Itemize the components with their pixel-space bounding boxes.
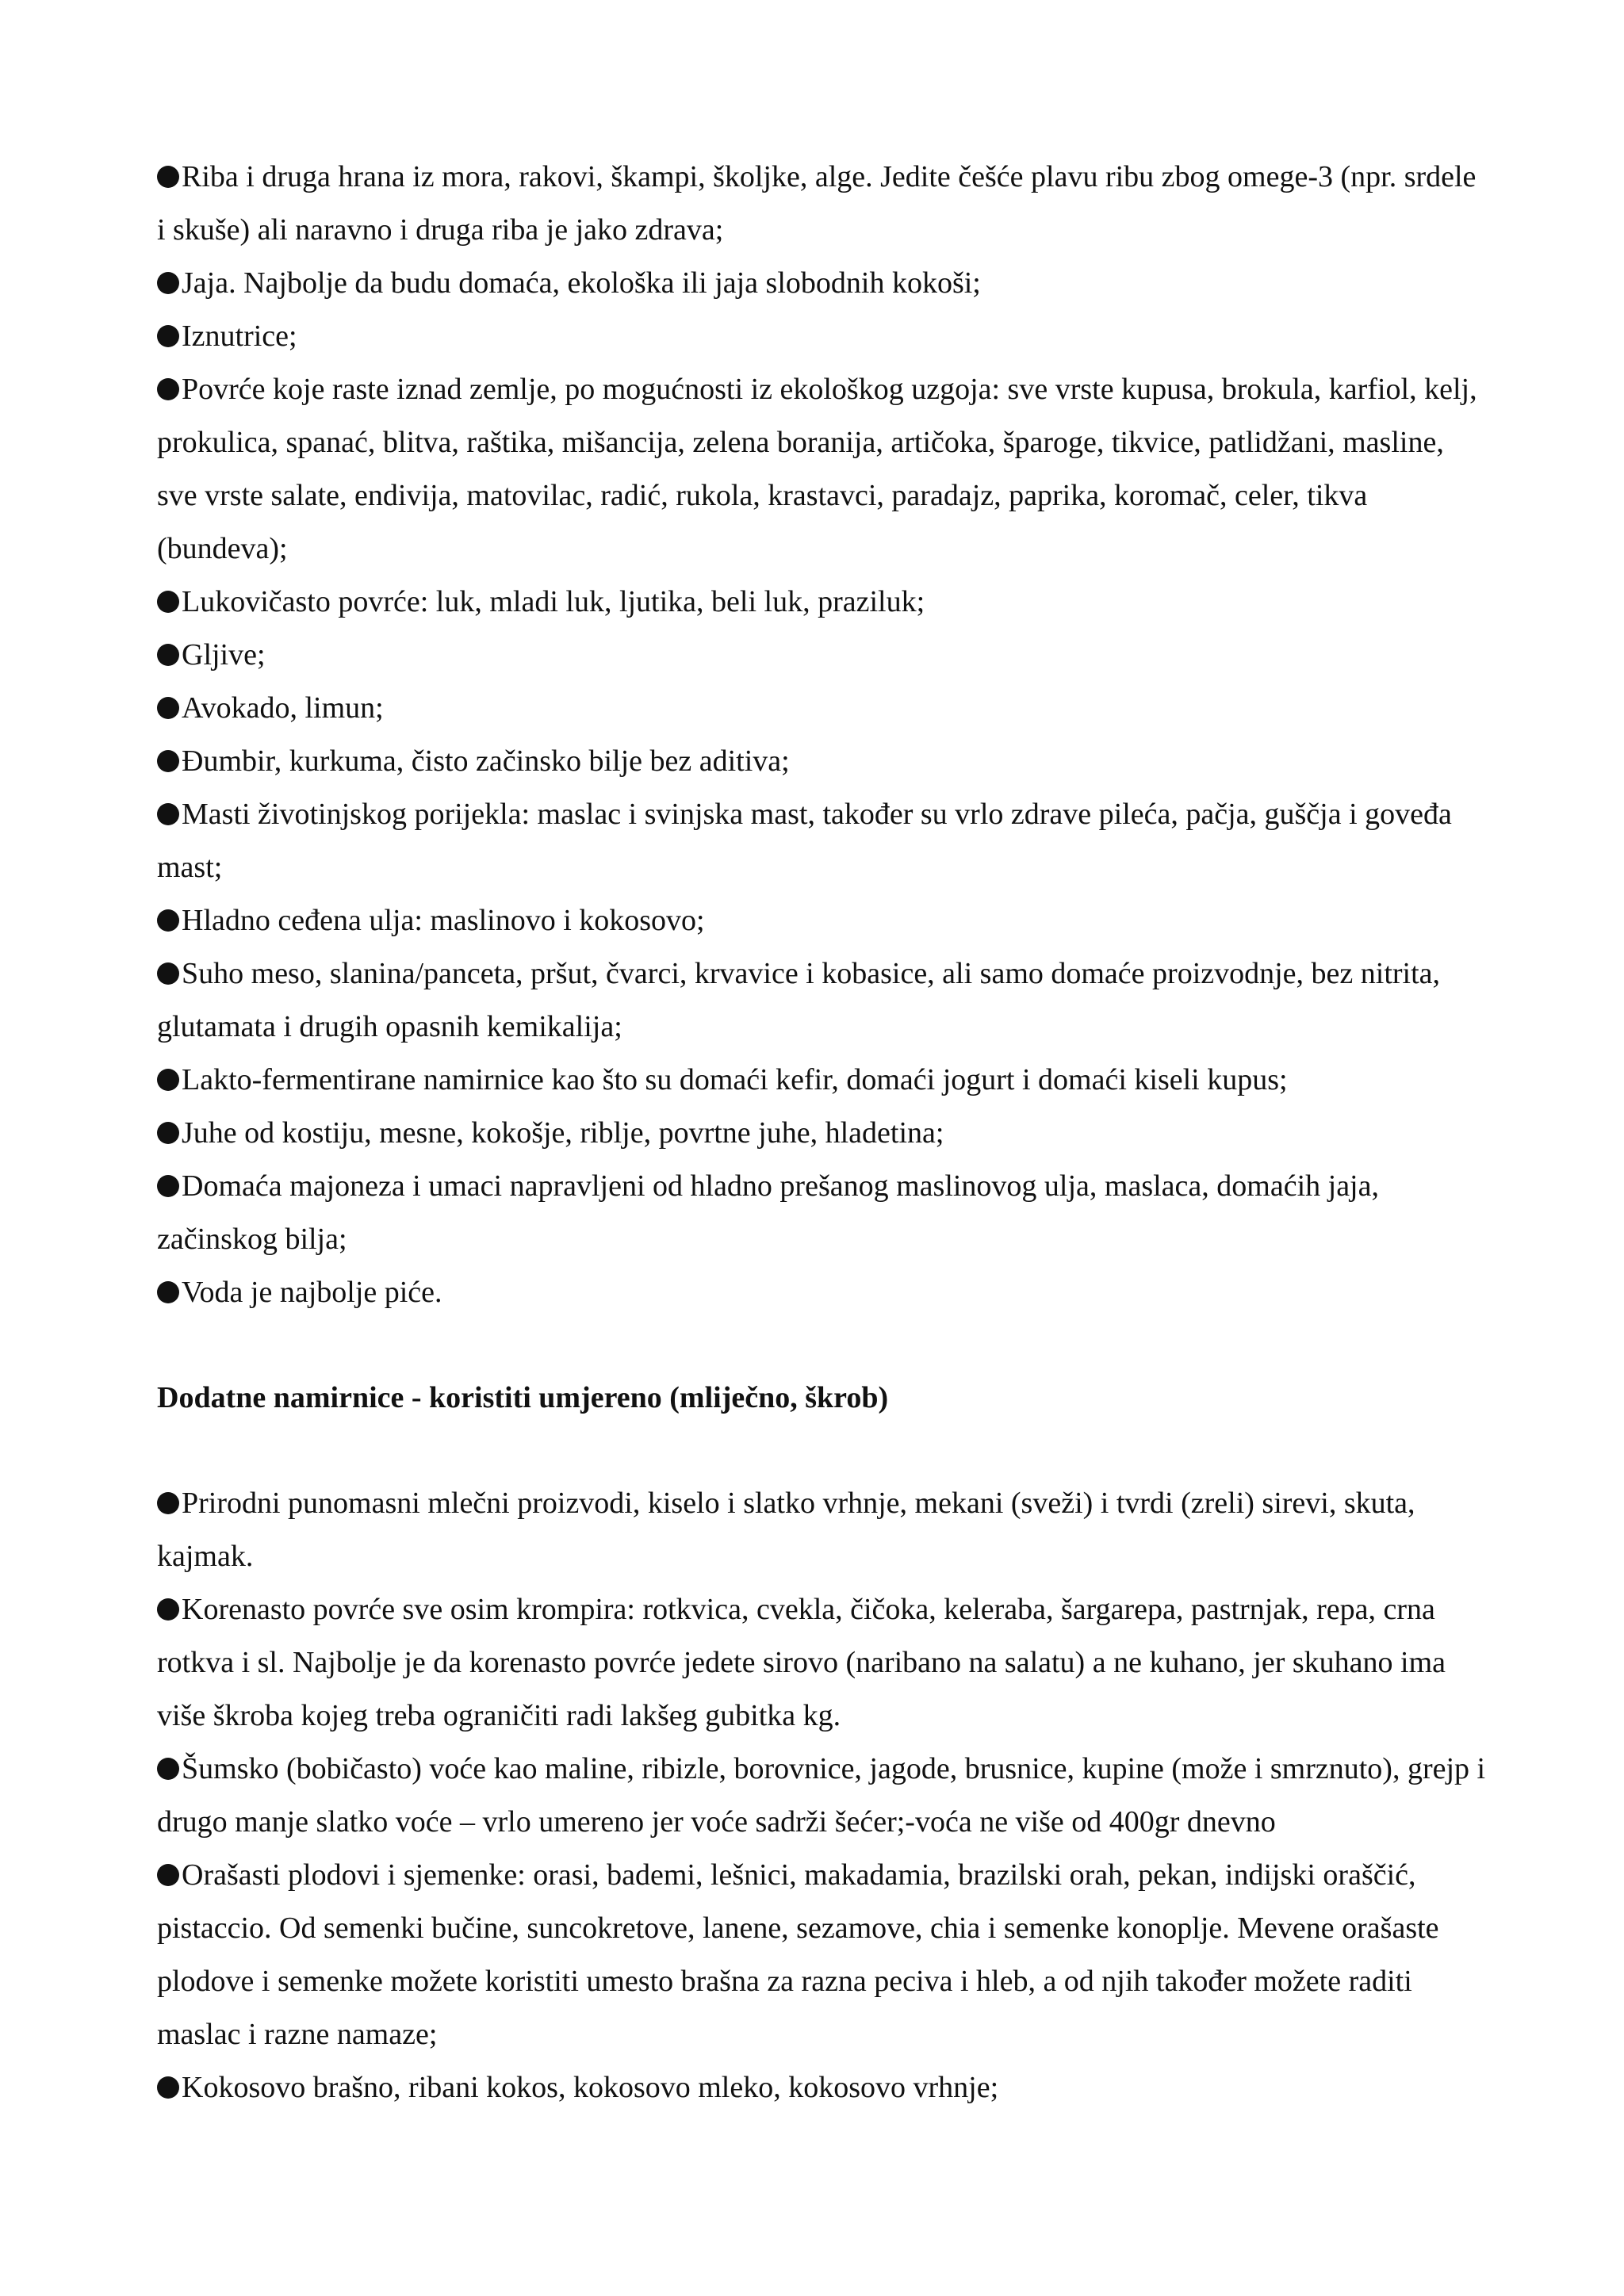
list-item-text: Orašasti plodovi i sjemenke: orasi, bademi, lešnici, makadamia, brazilski orah, pekan, indijski oraščić, pistaccio. Od semenki bučine, suncokretove, lanene, sezamove, chia i semenke konoplje. Mevene orašaste plodove i semenke možete koristiti umesto brašna za razna peciva i hleb, a od njih također možete raditi maslac i razne namaze; bbox=[157, 1858, 1439, 2051]
list-item bbox=[157, 682, 1489, 735]
list-item bbox=[157, 1107, 1489, 1160]
list-item-text: Lakto-fermentirane namirnice kao što su domaći kefir, domaći jogurt i domaći kiseli kupus; bbox=[182, 1063, 1288, 1096]
bullet-icon bbox=[157, 644, 179, 666]
list-item-text: Avokado, limun; bbox=[182, 691, 384, 725]
bullet-icon bbox=[157, 1864, 179, 1886]
list-item-text: Povrće koje raste iznad zemlje, po mogućnosti iz ekološkog uzgoja: sve vrste kupusa, brokula, karfiol, kelj, prokulica, spanać, blitva, raštika, mišancija, zelena boranija, artičoka, šparoge, tikvice, patlidžani, masline, sve vrste salate, endivija, matovilac, radić, rukola, krastavci, paradajz, paprika, koromač, celer, tikva (bundeva); bbox=[157, 373, 1477, 565]
section-heading: Dodatne namirnice - koristiti umjereno (mliječno, škrob) bbox=[157, 1381, 889, 1414]
bullet-icon bbox=[157, 1281, 179, 1303]
list-item-text: Jaja. Najbolje da budu domaća, ekološka ili jaja slobodnih kokoši; bbox=[182, 266, 981, 300]
list-item bbox=[157, 894, 1489, 947]
bullet-icon bbox=[157, 803, 179, 825]
list-item bbox=[157, 1477, 1489, 1583]
list-item bbox=[157, 1160, 1489, 1266]
list-item bbox=[157, 788, 1489, 894]
list-item bbox=[157, 2061, 1489, 2114]
bullet-icon bbox=[157, 1175, 179, 1197]
food-list-moderate bbox=[157, 1477, 1489, 2114]
list-item-text: Domaća majoneza i umaci napravljeni od hladno prešanog maslinovog ulja, maslaca, domaćih jaja, začinskog bilja; bbox=[157, 1169, 1379, 1256]
list-item-text: Juhe od kostiju, mesne, kokošje, riblje, povrtne juhe, hladetina; bbox=[182, 1116, 944, 1150]
food-list-primary bbox=[157, 151, 1489, 1319]
bullet-icon bbox=[157, 1122, 179, 1144]
bullet-icon bbox=[157, 1492, 179, 1514]
bullet-icon bbox=[157, 378, 179, 400]
list-item-text: Đumbir, kurkuma, čisto začinsko bilje bez aditiva; bbox=[182, 744, 790, 778]
bullet-icon bbox=[157, 962, 179, 985]
bullet-icon bbox=[157, 1758, 179, 1780]
list-item-text: Iznutrice; bbox=[182, 320, 297, 353]
list-item bbox=[157, 363, 1489, 576]
list-item-text: Hladno ceđena ulja: maslinovo i kokosovo; bbox=[182, 904, 705, 937]
list-item bbox=[157, 576, 1489, 629]
list-item-text: Kokosovo brašno, ribani kokos, kokosovo mleko, kokosovo vrhnje; bbox=[182, 2071, 999, 2104]
bullet-icon bbox=[157, 1598, 179, 1621]
list-item bbox=[157, 629, 1489, 682]
bullet-icon bbox=[157, 750, 179, 772]
bullet-icon bbox=[157, 697, 179, 719]
bullet-icon bbox=[157, 2076, 179, 2099]
list-item bbox=[157, 947, 1489, 1054]
list-item bbox=[157, 1849, 1489, 2061]
list-item-text: Voda je najbolje piće. bbox=[182, 1276, 442, 1309]
list-item bbox=[157, 1054, 1489, 1107]
list-item-text: Lukovičasto povrće: luk, mladi luk, ljutika, beli luk, praziluk; bbox=[182, 585, 925, 618]
list-item bbox=[157, 310, 1489, 363]
bullet-icon bbox=[157, 166, 179, 188]
list-item-text: Gljive; bbox=[182, 638, 266, 672]
list-item-text: Šumsko (bobičasto) voće kao maline, ribizle, borovnice, jagode, brusnice, kupine (može i smrznuto), grejp i drugo manje slatko voće – vrlo umereno jer voće sadrži šećer;-voća ne više od 400gr dnevno bbox=[157, 1752, 1486, 1839]
list-item-text: Masti životinjskog porijekla: maslac i svinjska mast, također su vrlo zdrave pileća, pačja, guščja i goveđa mast; bbox=[157, 798, 1452, 884]
document-page bbox=[157, 151, 1489, 2114]
bullet-icon bbox=[157, 272, 179, 294]
bullet-icon bbox=[157, 909, 179, 932]
list-item bbox=[157, 1266, 1489, 1319]
bullet-icon bbox=[157, 1069, 179, 1091]
list-item-text: Prirodni punomasni mlečni proizvodi, kiselo i slatko vrhnje, mekani (sveži) i tvrdi (zreli) sirevi, skuta, kajmak. bbox=[157, 1487, 1415, 1573]
list-item-text: Riba i druga hrana iz mora, rakovi, škampi, školjke, alge. Jedite češće plavu ribu zbog omege-3 (npr. srdele i skuše) ali naravno i druga riba je jako zdrava; bbox=[157, 160, 1477, 247]
bullet-icon bbox=[157, 325, 179, 347]
list-item-text: Suho meso, slanina/panceta, pršut, čvarci, krvavice i kobasice, ali samo domaće proizvodnje, bez nitrita, glutamata i drugih opasnih kemikalija; bbox=[157, 957, 1441, 1043]
list-item bbox=[157, 151, 1489, 257]
list-item bbox=[157, 1583, 1489, 1743]
bullet-icon bbox=[157, 591, 179, 613]
list-item bbox=[157, 735, 1489, 788]
list-item-text: Korenasto povrće sve osim krompira: rotkvica, cvekla, čičoka, keleraba, šargarepa, pastrnjak, repa, crna rotkva i sl. Najbolje je da korenasto povrće jedete sirovo (naribano na salatu) a ne kuhano, jer skuhano ima više škroba kojeg treba ograničiti radi lakšeg gubitka kg. bbox=[157, 1593, 1446, 1732]
list-item bbox=[157, 257, 1489, 310]
list-item bbox=[157, 1743, 1489, 1849]
